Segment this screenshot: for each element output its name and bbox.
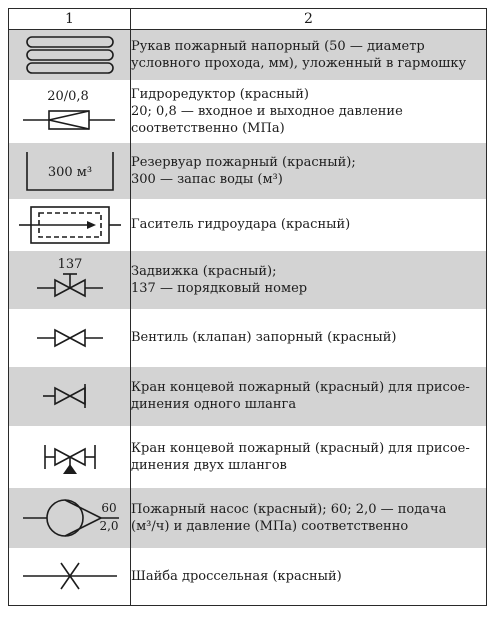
- header-row: [9, 9, 487, 30]
- table-row: [9, 199, 487, 251]
- fire-pump-icon: [15, 490, 125, 546]
- symbol-cell: [9, 143, 131, 199]
- symbol-cell: [9, 251, 131, 309]
- symbol-cell: [9, 367, 131, 426]
- shutoff-valve-icon: [15, 313, 125, 363]
- description-line: Вентиль (клапан) запорный (красный): [131, 330, 397, 345]
- pump-pressure-label: 2,0: [98, 518, 119, 533]
- water-hammer-damper-icon: [15, 202, 125, 248]
- description-line: 20; 0,8 — входное и выходное давление: [131, 103, 403, 119]
- description-line: Шайба дроссельная (красный): [131, 568, 342, 584]
- pressure-reducer-icon: [15, 84, 125, 138]
- description-line: Кран концевой пожарный (красный) для присое-: [131, 440, 470, 456]
- table-row: [9, 426, 487, 488]
- hose-accordion-icon: [15, 33, 125, 77]
- header-col-1: 1: [9, 9, 131, 30]
- throttle-washer-icon: [15, 551, 125, 601]
- description-line: динения одного шланга: [131, 397, 297, 412]
- fire-hydrant-double-icon: [15, 430, 125, 484]
- symbol-cell: [9, 548, 131, 606]
- symbol-cell: [9, 30, 131, 80]
- description-cell: [131, 251, 487, 309]
- description-cell: [131, 548, 487, 606]
- pump-flow-label: 60: [100, 500, 117, 515]
- description-line: 137 — порядковый номер: [131, 280, 308, 296]
- table-row: [9, 80, 487, 143]
- symbol-cell: [9, 488, 131, 548]
- description-line: Гидроредуктор (красный): [131, 86, 309, 102]
- table-row: [9, 548, 487, 606]
- description-cell: [131, 488, 487, 548]
- table-row: [9, 488, 487, 548]
- fire-hydrant-single-icon: [15, 371, 125, 421]
- description-cell: [131, 80, 487, 143]
- symbol-cell: [9, 309, 131, 367]
- description-cell: [131, 426, 487, 488]
- description-line: условного прохода, мм), уложенный в гармошку: [131, 55, 467, 71]
- description-line: динения двух шлангов: [131, 457, 287, 473]
- table-row: [9, 30, 487, 80]
- description-cell: [131, 199, 487, 251]
- header-col-2: 2: [131, 9, 487, 30]
- table-row: [9, 251, 487, 309]
- symbol-cell: [9, 80, 131, 143]
- fire-reservoir-icon: [15, 146, 125, 196]
- description-line: Резервуар пожарный (красный);: [131, 154, 356, 170]
- description-line: Кран концевой пожарный (красный) для присое-: [131, 380, 470, 395]
- table-row: [9, 309, 487, 367]
- description-cell: [131, 367, 487, 426]
- description-line: (м³/ч) и давление (МПа) соответственно: [131, 518, 409, 534]
- description-line: соответственно (МПа): [131, 120, 285, 136]
- reducer-label: 20/0,8: [46, 89, 89, 104]
- symbol-cell: [9, 199, 131, 251]
- description-cell: [131, 30, 487, 80]
- symbol-cell: [9, 426, 131, 488]
- symbols-table: [8, 8, 487, 606]
- description-line: Пожарный насос (красный); 60; 2,0 — подача: [131, 501, 447, 517]
- description-cell: [131, 309, 487, 367]
- description-cell: [131, 143, 487, 199]
- description-line: 300 — запас воды (м³): [131, 171, 283, 187]
- gate-valve-icon: [15, 254, 125, 306]
- valve-number-label: 137: [57, 256, 82, 272]
- description-line: Гаситель гидроудара (красный): [131, 217, 351, 232]
- table-row: [9, 367, 487, 426]
- reservoir-label: 300 м³: [47, 164, 92, 180]
- description-line: Рукав пожарный напорный (50 — диаметр: [131, 38, 425, 54]
- description-line: Задвижка (красный);: [131, 263, 277, 279]
- table-row: [9, 143, 487, 199]
